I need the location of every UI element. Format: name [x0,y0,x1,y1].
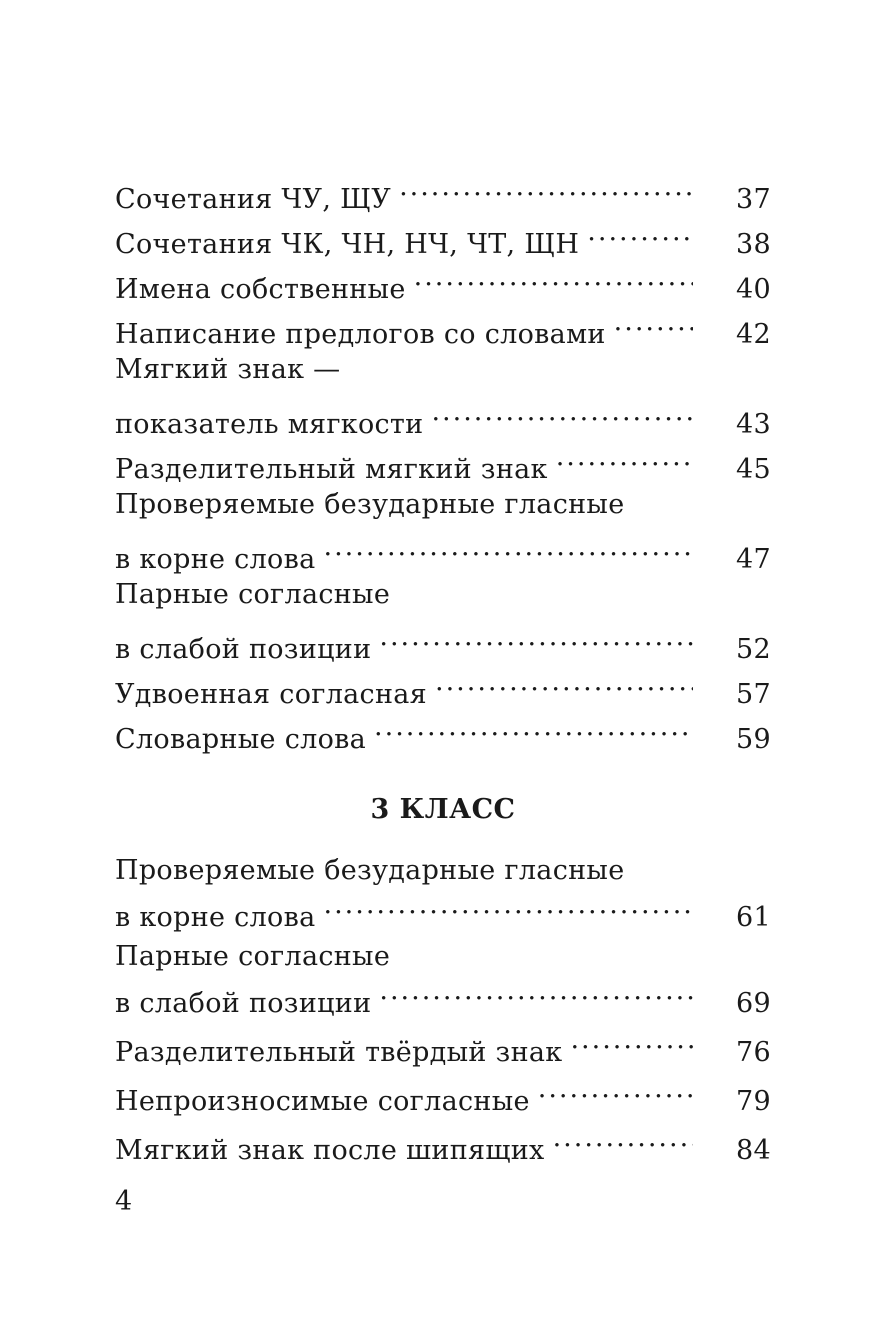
leader-dots [323,532,693,568]
leader-dots [414,262,693,298]
toc-entry-title: Удвоенная согласная [115,679,427,710]
toc-entry [115,1123,771,1166]
toc-entry-title: Словарные слова [115,724,367,755]
toc-entry-title-line1: Парные согласные [115,579,391,610]
toc-entry-title: Сочетания ЧУ, ЩУ [115,184,392,215]
toc-entry [115,976,771,1019]
toc-entry-title: в корне слова [115,902,316,933]
toc-entry-title: показатель мягкости [115,409,424,440]
toc-entry [115,442,771,485]
toc-entry-page: 76 [736,1037,771,1068]
toc-entry-title: в корне слова [115,544,316,575]
toc-entry-page: 79 [736,1086,771,1117]
toc-entry [115,307,771,350]
toc-entry [115,667,771,710]
leader-dots [379,622,693,658]
leader-dots [556,442,693,478]
toc-entry-title: Сочетания ЧК, ЧН, НЧ, ЧТ, ЩН [115,229,580,260]
leader-dots [614,307,693,343]
toc-entry-title-line1: Проверяемые безударные гласные [115,489,625,520]
toc-entry [115,1025,771,1068]
toc-entry-title: в слабой позиции [115,634,372,665]
toc-entry [115,262,771,305]
toc-entry-page: 42 [736,319,771,350]
toc-entry-page: 40 [736,274,771,305]
leader-dots [379,976,693,1012]
toc-entry [115,1074,771,1117]
leader-dots [323,890,693,926]
leader-dots [570,1025,693,1061]
toc-entry-line1 [115,853,771,889]
section-heading: 3 КЛАСС [370,794,516,825]
toc-entry-page: 47 [736,544,771,575]
toc-entry-title-line1: Парные согласные [115,941,391,972]
toc-entry-title: Имена собственные [115,274,406,305]
toc-entry [115,397,771,440]
leader-dots [553,1123,693,1159]
toc-entry-page: 57 [736,679,771,710]
toc-entry-page: 43 [736,409,771,440]
leader-dots [587,217,693,253]
leader-dots [431,397,693,433]
toc-entry [115,532,771,575]
toc-entry [115,712,771,755]
page-number: 4 [115,1186,133,1217]
toc-entry-title-line1: Проверяемые безударные гласные [115,855,625,886]
toc-entry-title-line1: Мягкий знак — [115,354,341,385]
toc-entry-page: 37 [736,184,771,215]
toc-entry [115,172,771,215]
toc-entry-page: 69 [736,988,771,1019]
leader-dots [374,712,693,748]
leader-dots [399,172,693,208]
leader-dots [435,667,693,703]
toc-entry-title: Непроизносимые согласные [115,1086,530,1117]
toc-entry-title: Разделительный мягкий знак [115,454,548,485]
toc-entry-line1 [115,939,771,975]
toc-entry-title: Мягкий знак после шипящих [115,1135,545,1166]
toc-entry [115,890,771,933]
toc-entry [115,622,771,665]
toc-entry-page: 45 [736,454,771,485]
toc-entry-line1 [115,577,771,613]
leader-dots [538,1074,693,1110]
toc-entry-title: в слабой позиции [115,988,372,1019]
toc-entry-page: 52 [736,634,771,665]
toc-entry-page: 38 [736,229,771,260]
toc-entry-line1 [115,352,771,388]
toc-entry-page: 61 [736,902,771,933]
toc-entry-title: Разделительный твёрдый знак [115,1037,563,1068]
toc-entry [115,217,771,260]
toc-entry-page: 84 [736,1135,771,1166]
toc-entry-title: Написание предлогов со словами [115,319,606,350]
toc-entry-page: 59 [736,724,771,755]
toc-entry-line1 [115,487,771,523]
